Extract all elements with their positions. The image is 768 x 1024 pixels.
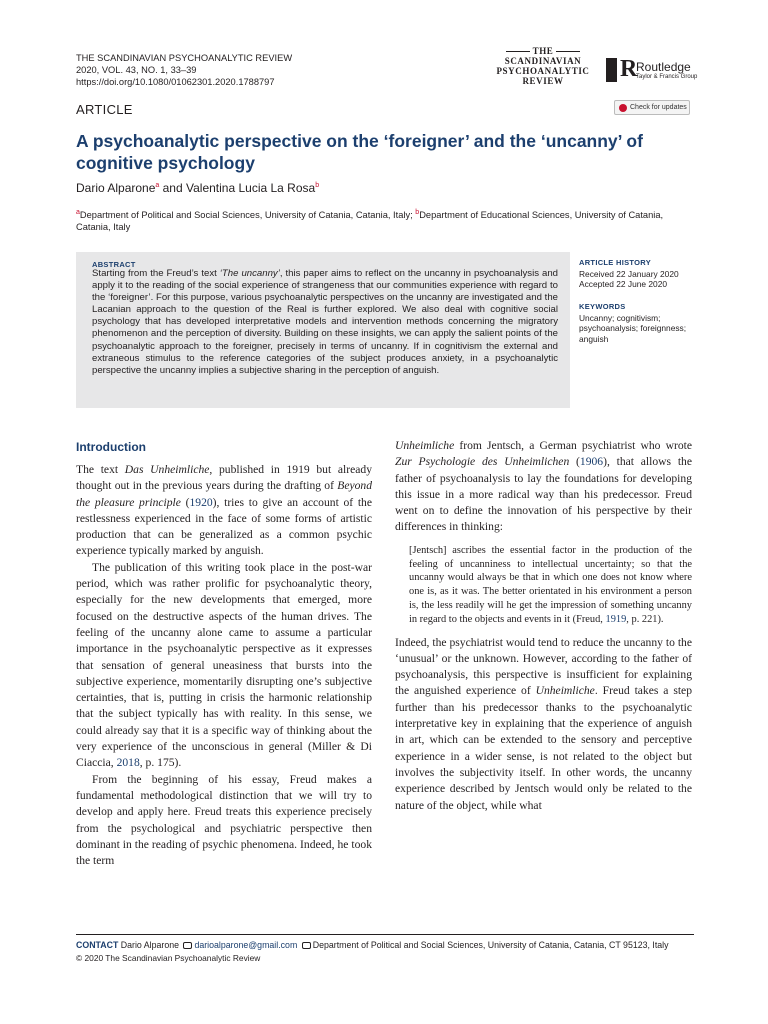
affil-a-sup: a — [76, 209, 80, 216]
copyright: © 2020 The Scandinavian Psychoanalytic Review — [76, 953, 261, 963]
email-icon — [183, 942, 192, 949]
body-left-column — [76, 462, 372, 869]
contact-address: Department of Political and Social Sciences, University of Catania, Catania, CT 95123, Italy — [312, 940, 669, 950]
affil-b-sup: b — [415, 209, 420, 216]
article-type-label: ARTICLE — [76, 102, 133, 117]
contact-email[interactable]: darioalparone@gmail.com — [194, 940, 298, 950]
citation-link-2018[interactable]: 2018 — [116, 756, 140, 770]
citation-link-1920[interactable]: 1920 — [189, 495, 213, 509]
affil-a: Department of Political and Social Sciences, University of Catania, Catania, Italy; — [79, 210, 416, 221]
citation-link-1906[interactable]: 1906 — [579, 455, 604, 469]
affiliations — [76, 207, 696, 233]
journal-meta — [76, 52, 292, 88]
routledge-r-icon: R — [620, 56, 638, 82]
abstract-heading: ABSTRACT — [92, 260, 136, 269]
publisher-badge — [606, 58, 617, 82]
affil-b: Department of Educational Sciences, University of Catania, Catania, Italy — [76, 210, 664, 233]
logo-line1: SCANDINAVIAN — [504, 56, 582, 66]
author-2-sup: b — [315, 182, 320, 189]
keywords-heading: KEYWORDS — [579, 302, 626, 311]
journal-name: THE SCANDINAVIAN PSYCHOANALYTIC REVIEW — [76, 53, 293, 63]
contact-label: CONTACT — [76, 940, 119, 950]
paragraph-1: The text Das Unheimliche, published in 1919 but already thought out in the previous years during the drafting of Beyond the pleasure principle (1920), tries to give an account of the restlessness experienced in the face of some forms of artistic production that can be generalized as a common psychic experience typically marked by anguish. — [76, 463, 372, 558]
keywords — [579, 302, 699, 344]
logo-line2: PSYCHOANALYTIC — [496, 66, 590, 76]
keywords-text: Uncanny; cognitivism; psychoanalysis; foreignness; anguish — [579, 312, 687, 344]
logo-the: THE — [532, 46, 554, 56]
check-for-updates-label: Check for updates — [630, 104, 687, 111]
journal-logo — [488, 46, 598, 86]
check-for-updates-button[interactable] — [614, 100, 690, 115]
author-1-sup: a — [155, 182, 160, 189]
section-heading-introduction: Introduction — [76, 440, 146, 454]
journal-volume: 2020, VOL. 43, NO. 1, 33–39 — [76, 65, 197, 75]
authors-and: and — [159, 181, 186, 195]
address-icon — [302, 942, 311, 949]
authors — [76, 181, 319, 195]
author-1[interactable]: Dario Alparone — [76, 181, 156, 195]
history-accepted: Accepted 22 June 2020 — [579, 279, 668, 290]
update-icon — [619, 104, 627, 112]
citation-link-1919[interactable]: 1919 — [605, 613, 627, 625]
publisher-subtitle: Taylor & Francis Group — [636, 74, 698, 80]
abstract-text: Starting from the Freud’s text ‘The uncanny’, this paper aims to reflect on the uncanny in psychoanalysis and apply it to the reading of the social experience of strangeness that our communities experience with regard to the ‘foreigner’. For this purpose, various psychoanalytic perspectives on the uncanny are investigated and the Lacanian approach to the question of the Real is further explored. We also deal with cognitive social psychology that has developed interpretative models and intervention methods concerning the migratory phenomenon and the perception of diversity. Building on these insights, we can apply the salient points of the psychoanalytic approach to the foreigner, precisely in terms of uncanny. If in cognitivism the external and extraneous stimulus to the reference categories of the subject produces anxiety, in a psychoanalytic perspective the uncanny implies a subjective sharing in the perception of anguish. — [92, 268, 559, 376]
abstract-box — [76, 252, 570, 408]
footer-divider — [76, 934, 694, 935]
author-2[interactable]: Valentina Lucia La Rosa — [186, 181, 316, 195]
journal-doi[interactable]: https://doi.org/10.1080/01062301.2020.1788797 — [76, 77, 275, 87]
paragraph-5: Indeed, the psychiatrist would tend to reduce the uncanny to the ‘unusual’ or the unknown. However, according to the father of psychoanalysis, this perspective is insufficient for explaining the anguished experience of Unheimliche. Freud takes a step further than his predecessor thanks to the psychoanalytic interpretative key in explaining that the experience of anguish in art, which can be extended to the sensory and perceptive experience in a wider sense, is not related to the object but involves the subjectivity itself. In other words, the uncanny experience described by Jentsch would only be related to the nature of the object, while what — [395, 635, 692, 812]
article-history — [579, 258, 699, 290]
paragraph-3: From the beginning of his essay, Freud makes a fundamental methodological distinction that we will try to develop and apply here. Freud treats this experience precisely from the psychological and psychiatric perspective then dominant in the reading of psychic phenomena. Indeed, he took the term — [76, 772, 372, 868]
contact-line — [76, 939, 669, 951]
publisher-name: Routledge — [636, 60, 691, 74]
block-quote: [Jentsch] ascribes the essential factor in the production of the feeling of uncanniness to intellectual uncertainty; so that the uncanny would always be that in which one does not know where one is, as it was. The better orientated in his environment a person is, the less readily will he get the impression of something uncanny in regard to the objects and events in it (Freud, 1919, p. 221). — [409, 544, 692, 625]
paragraph-2: The publication of this writing took place in the post-war period, which was rather prolific for psychoanalytic theory, especially for the new developments that emerged, more focused on the destructive aspects of the human drives. The feeling of the uncanny alone came to assume a particular importance in the psychoanalytic perspective as it expresses that sensation of general uneasiness that bursts into the subjective experience, momentarily disrupting one’s subjective certainties, that is, putting in crisis the harmonic relationship that the subject typically has with reality. In this sense, we could already say that it is a specific way of thinking about the very experience of the unconscious in general (Miller & Di Ciaccia, 2018, p. 175). — [76, 560, 372, 770]
publisher-logo — [606, 58, 696, 86]
history-heading: ARTICLE HISTORY — [579, 258, 652, 267]
article-title: A psychoanalytic perspective on the ‘foreigner’ and the ‘uncanny’ of cognitive psychology — [76, 131, 643, 173]
contact-name: Dario Alparone — [118, 940, 182, 950]
logo-line3: REVIEW — [522, 76, 564, 86]
history-received: Received 22 January 2020 — [579, 268, 679, 279]
paragraph-4: Unheimliche from Jentsch, a German psychiatrist who wrote Zur Psychologie des Unheimlichen (1906), that allows the father of psychoanalysis to lay the foundations for developing this issue in a more radical way than his predecessor. Freud went on to define the innovation of his perspective by their differences in thinking: — [395, 439, 692, 534]
body-right-column — [395, 438, 692, 814]
